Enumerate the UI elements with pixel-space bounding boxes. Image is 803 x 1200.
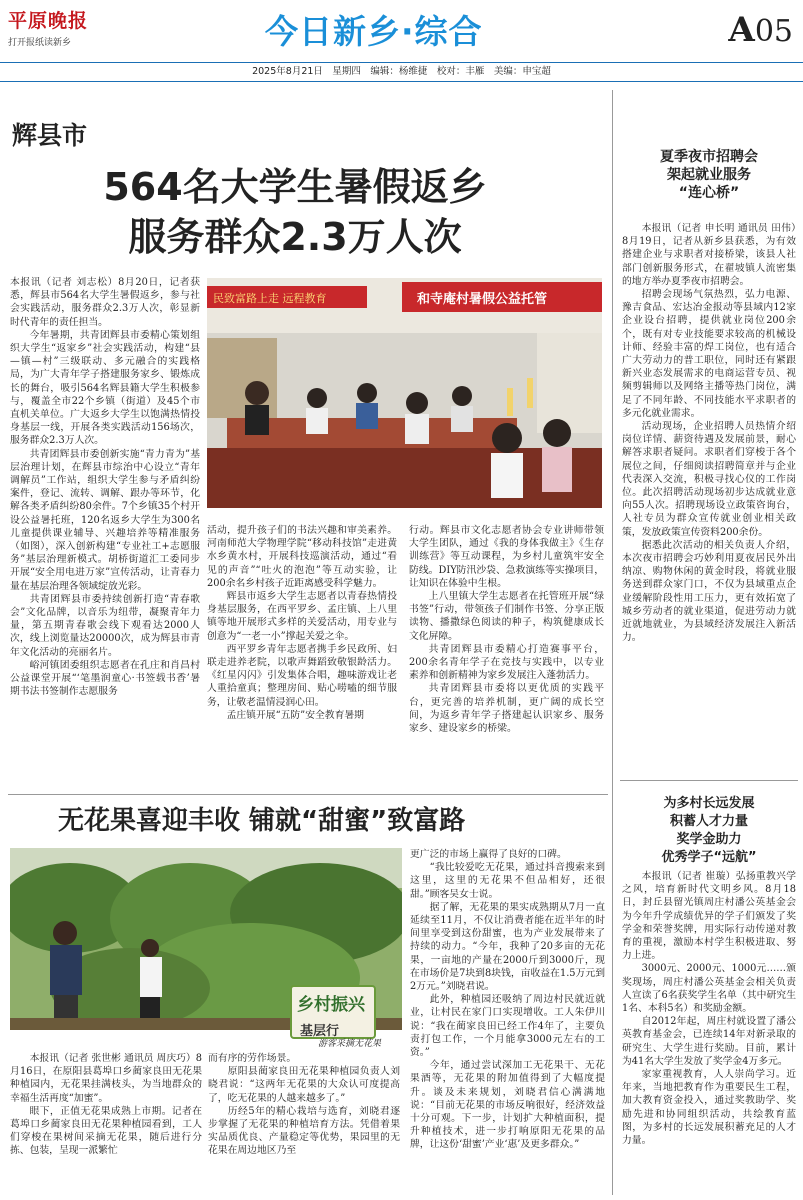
- main-col2-para-2: 西平罗乡青年志愿者携手乡民政所、妇联走进养老院，以歌声舞蹈致敬银龄活力。《红星闪闪》引发集体合唱，趣味游戏让老人重拾童真；整理房间、贴心唠嗑的细节服务，让敬老温情浸润心田。: [207, 643, 397, 708]
- main-column-1: [10, 276, 200, 791]
- main-col3-para-2: 共青团辉县市委精心打造赛事平台，200余名青年学子在竞技与实践中，以专业素养和创新精神为家乡发展注入蓬勃活力。: [409, 643, 604, 682]
- fig-column-c: [410, 848, 605, 1198]
- right-top-title-2: 架起就业服务: [667, 167, 751, 183]
- badge-title: 乡村振兴: [297, 995, 365, 1015]
- fig-col-b-para-1: 原阳县蔺家良田无花果种植园负责人刘晓君说：“这两年无花果的大众认可度提高了，吃无花果的人越来越多了。”: [208, 1066, 400, 1104]
- main-col3-para-0: 行动。辉县市文化志愿者协会专业讲师带领大学生团队，通过《我的身体我做主》《生存训练营》等互动课程，为乡村儿童筑牢安全防线。DIY防汛沙袋、急救演练等实操项目，让知识在体验中生根。: [409, 525, 604, 589]
- main-col3-para-3: 共青团辉县市委将以更优质的实践平台，更完善的培养机制，更广阔的成长空间，为返乡青年学子搭建起认识家乡、服务家乡、建设家乡的桥梁。: [409, 683, 604, 735]
- main-column-2: [207, 524, 397, 792]
- main-col1-para-1: 今年暑期，共青团辉县市委精心策划组织大学生“返家乡”社会实践活动，构建“县—镇—村”三级联动、多元融合的实践格局，为广大青年学子搭建服务家乡、锻炼成长的舞台，吸引564名辉县籍大学生积极参与，覆盖全市22个乡镇（街道）及45个市直机关单位。广大返乡大学生以饱满热情投身基层一线，开展各类实践活动156场次，服务群众2.3万人次。: [10, 329, 200, 447]
- main-col1-para-2: 共青团辉县市委创新实施“青力青为”基层治理计划，在辉县市综治中心设立“青年调解员”工作站，组织大学生参与矛盾纠纷案件，登记、流转、调解、跟办等环节，化解各类矛盾纠纷80余件。7个乡镇35个村开设公益暑托班，120名返乡大学生为300名儿童提供课业辅导、兴趣培养等精准服务（如图），深入创新构建“专业社工+志愿服务”基层治理新模式。胡桥街道汇工委同步开展“安全用电进万家”宣传活动，让青春力量在基层治理各领域绽放光彩。: [10, 448, 200, 592]
- badge-subtitle: 基层行: [300, 1024, 340, 1039]
- main-column-3: [409, 524, 604, 792]
- rural-revival-badge: [290, 985, 376, 1039]
- fig-caption: 游客采摘无花果: [318, 1039, 382, 1049]
- right-bottom-column: [622, 870, 796, 1198]
- section-label: 辉县市: [12, 121, 88, 150]
- main-headline: [60, 162, 530, 262]
- fig-col-c-para-2: 据了解，无花果的果实成熟期从7月一直延续至11月，不仅让消费者能在近半年的时间里享受到这份甜蜜，也为产业发展带来了持续的动力。“今年，我种了20多亩的无花果，一亩地的产量在2000斤到3000斤，现在市场价是7块到8块钱，亩收益在1.5万元到2万元。”刘晓君说。: [410, 901, 605, 993]
- main-col2-para-3: 孟庄镇开展“五防”安全教育暑期: [226, 709, 364, 721]
- main-col3-para-1: 上八里镇大学生志愿者在托管班开展“绿书签”行动，带领孩子们制作书签、分享正版读物、播撒绿色阅读的种子，构筑健康成长文化屏障。: [409, 591, 604, 642]
- right-bottom-title-3: 奖学金助力: [676, 832, 742, 847]
- right-top-para-3: 据悉此次活动的相关负责人介绍，本次夜市招聘会巧妙利用夏夜居民外出纳凉、购物休闲的黄金时段，将就业服务送到群众家门口，不仅为县域重点企业缓解阶段性用工压力，更有效拓宽了城乡劳动者的就业渠道，促进劳动力就近就地就业，为县域经济发展注入新活力。: [622, 539, 796, 644]
- paper-logo[interactable]: [8, 6, 98, 48]
- right-top-para-2: 活动现场，企业招聘人员热情介绍岗位详情、薪资待遇及发展前景，耐心解答求职者疑问。求职者们穿梭于各个展位之间，仔细阅读招聘简章并与企业代表深入交流，积极寻找心仪的工作岗位。此次招聘活动现场初步达成就业意向55人次。招聘现场设立政策咨询台，人社专员为群众宣传就业创业相关政策，发放政策宣传资料200余份。: [622, 421, 796, 538]
- logo-text: 平原晚报: [8, 10, 89, 32]
- masthead: [0, 0, 803, 62]
- main-col2-para-0: 活动，提升孩子们的书法兴趣和审美素养。河南师范大学物理学院“移动科技馆”走进黄水乡黄水村，开展科技巡演活动，通过“看见的声音”“吐火的泡泡”等互动实验，让200余名乡村孩子近距离感受科学魅力。: [207, 525, 397, 589]
- banner-right-text: 和寺庵村暑假公益托管: [417, 292, 548, 307]
- page-number: [728, 10, 793, 50]
- page-letter: A: [728, 10, 755, 50]
- fig-col-a-para-0: 本报讯（记者 张世彬 通讯员 周庆巧）8月16日，在原阳县葛埠口乡蔺家良田无花果种植园内，无花果挂满枝头，为当地群众的幸福生活再度“加蜜”。: [10, 1053, 202, 1104]
- page-title: 今日新乡·综合: [265, 12, 483, 51]
- fig-col-b-para-0: 而有序的劳作场景。: [208, 1053, 297, 1064]
- right-bottom-para-3: 家家重视教育，人人崇尚学习。近年来，当地把教育作为重要民生工程，加大教育资金投入，通过奖教助学、奖励先进和协同组织活动，共绘教育蓝图，为多村的长远发展积蓄充足的人才力量。: [622, 1069, 796, 1147]
- section-divider: [8, 794, 608, 795]
- headline-line-2: 服务群众2.3万人次: [128, 215, 462, 259]
- main-col2-para-1: 辉县市返乡大学生志愿者以青春热情投身基层服务，在西平罗乡、孟庄镇、上八里镇等地开展形式多样的关爱活动，用专业与创意为“一老一小”撑起关爱之伞。: [207, 591, 397, 642]
- classroom-photo[interactable]: [207, 278, 602, 508]
- fig-col-c-para-4: 今年，通过尝试深加工无花果干、无花果酒等，无花果的附加值得到了大幅度提升。谈及未来规划，刘晓君信心满满地说：“目前无花果的市场反响很好，经济效益十分可观。下一步，计划扩大种植面积，提升种植技术，进一步打响原阳无花果的品牌，让这份‘甜蜜’产业‘惠’及更多群众。”: [410, 1060, 605, 1151]
- right-bottom-title-2: 积蓄人才力量: [669, 814, 748, 829]
- right-top-title-3: “连心桥”: [678, 185, 740, 201]
- fig-col-c-para-3: 此外，种植园还吸纳了周边村民就近就业，让村民在家门口实现增收。工人朱伊川说：“我在蔺家良田已经工作4年了，主要负责打包工作，一个月能拿3000元左右的工资。”: [410, 994, 605, 1059]
- fig-column-a: [10, 1052, 202, 1198]
- right-top-para-1: 招聘会现场气氛热烈，弘力电源、豫吉食品、宏达冶金报动等县域内12家企业设台招聘，提供就业岗位200余个，既有对专业技能要求较高的机械设计师、经验丰富的焊工岗位，也有适合广大劳动力的普工职位，同时还有紧跟新兴业态发展需求的电商运营专员、视频剪辑师以及网络主播等热门岗位，满足了不同年龄、不同技能水平求职者的多元化就业需求。: [622, 289, 796, 419]
- right-bottom-title-4: 优秀学子“远航”: [661, 850, 757, 865]
- right-bottom-para-2: 自2012年起，周庄村就设置了潘公英教育基金会，已连续14年对新录取的研究生、大学生进行奖励。目前，累计为41名大学生发放了奖学金4万多元。: [622, 1016, 796, 1067]
- right-bottom-para-1: 3000元、2000元、1000元……颁奖现场，周庄村潘公英基金会相关负责人宣读了6名获奖学生名单（其中研究生1名、本科5名）和奖励金额。: [622, 963, 796, 1015]
- main-col1-para-3: 共青团辉县市委持续创新打造“青春歌会”文化品牌，以音乐为纽带，凝聚青年力量，第五期青春歌会线下观看达2000人次，线上浏览量达20000次，成为辉县市青年文化活动的亮丽名片。: [10, 593, 200, 658]
- headline-line-1: 564名大学生暑假返乡: [103, 165, 487, 209]
- right-top-column: [622, 222, 796, 774]
- fig-column-b: [208, 1052, 400, 1198]
- classroom-image: [207, 278, 602, 508]
- right-top-para-0: 本报讯（记者 申长明 通讯员 田伟）8月19日，记者从新乡县获悉，为有效搭建企业与求职者对接桥梁，该县人社部门创新服务形式，在翟坡镇人流密集的地方举办夏季夜市招聘会。: [622, 223, 796, 287]
- right-bottom-title-1: 为多村长远发展: [663, 796, 755, 811]
- fig-col-c-para-0: 更广泛的市场上赢得了良好的口碑。: [410, 849, 567, 860]
- right-bottom-para-0: 本报讯（记者 崔璇）弘扬重教兴学之风，培育新时代文明乡风。8月18日，封丘县留光镇周庄村潘公英基金会为今年升学成绩优异的学子们颁发了奖学金和荣誉奖牌，用实际行动传递对教育的重视，激励本村学生积极进取、努力上进。: [622, 871, 796, 962]
- column-divider: [612, 90, 613, 1195]
- slogan: 打开报纸读新乡: [8, 38, 72, 48]
- fig-headline: 无花果喜迎丰收 铺就“甜蜜”致富路: [58, 806, 466, 836]
- main-col1-para-4: 峪河镇团委组织志愿者在孔庄和肖昌村公益课堂开展“‘笔墨润童心·书签载书香’暑期书法书签制作志愿服务: [10, 659, 200, 698]
- right-top-headline: [620, 148, 798, 202]
- dateline: 2025年8月21日 星期四 编辑：杨维捷 校对：丰雁 美编：申宝超: [0, 62, 803, 82]
- page-num: 05: [754, 14, 793, 49]
- right-divider: [620, 780, 798, 781]
- right-bottom-headline: [620, 795, 798, 867]
- main-col1-para-0: 本报讯（记者 刘志松）8月20日，记者获悉，辉县市564名大学生暑假返乡，参与社会实践活动，服务群众2.3万人次，彰显新时代青年的责任担当。: [10, 277, 200, 328]
- fig-col-b-para-2: 历经5年的精心栽培与选育，刘晓君逐步掌握了无花果的种植培育方法。凭借着果实品质优良、产量稳定等优势，果园里的无花果在周边地区乃至: [208, 1105, 400, 1157]
- right-top-title-1: 夏季夜市招聘会: [660, 149, 758, 165]
- fig-col-a-para-1: 眼下，正值无花果成熟上市期。记者在葛埠口乡蔺家良田无花果种植园看到，工人们穿梭在果树间采摘无花果，随后进行分拣、包装，呈现一派繁忙: [10, 1105, 202, 1157]
- banner-left-text: 民致富路上走 远程教育: [213, 292, 327, 305]
- fig-col-c-para-1: “我比较爱吃无花果，通过抖音搜索来到这里，这里的无花果不但品相好，还很甜。”顾客吴女士说。: [410, 862, 605, 900]
